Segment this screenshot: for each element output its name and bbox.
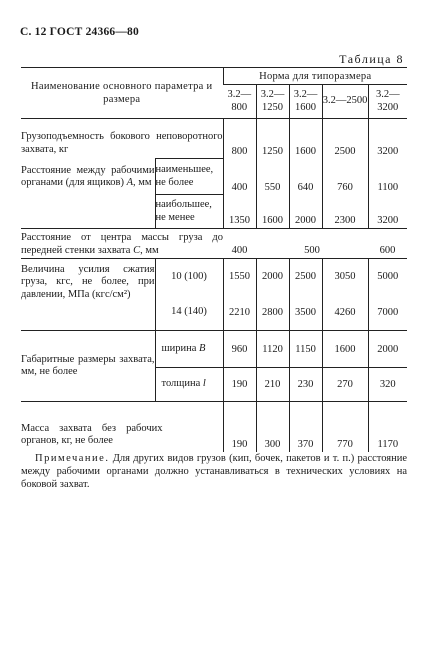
table-cell: 230 xyxy=(289,368,322,402)
table-row-width xyxy=(21,331,407,368)
capacity-name: Грузоподъемность бокового неповоротного захвата, кг xyxy=(21,131,223,155)
table-cell: 3200 xyxy=(368,195,407,229)
table-note xyxy=(21,452,407,491)
table-cell: 270 xyxy=(322,368,368,402)
table-cell: 1250 xyxy=(256,119,289,159)
table-cell: 770 xyxy=(322,402,368,452)
table-cell: 2800 xyxy=(256,295,289,331)
table-cell: 2000 xyxy=(256,259,289,295)
table-cell: 550 xyxy=(256,159,289,195)
table-caption: Таблица 8 xyxy=(339,52,404,66)
table-row-mass-center xyxy=(21,229,407,259)
size-label: 3.2—1250 xyxy=(256,85,289,119)
force-name: Величина усилия сжатия груза, кгс, не более, при давлении, МПа (кгс/см²) xyxy=(21,259,155,331)
table-row-mass xyxy=(21,402,407,452)
distance-max-label: наибольшее, не менее xyxy=(155,195,223,229)
table-cell: 3050 xyxy=(322,259,368,295)
table-cell: 760 xyxy=(322,159,368,195)
note-label: Примечание. xyxy=(35,453,110,464)
table-cell: 1350 xyxy=(223,195,256,229)
size-label: 3.2—800 xyxy=(223,85,256,119)
table-cell: 190 xyxy=(223,368,256,402)
table-cell: 600 xyxy=(368,229,407,259)
table-cell: 2000 xyxy=(289,195,322,229)
table-cell: 500 xyxy=(256,229,368,259)
parameters-table xyxy=(21,67,407,452)
size-label: 3.2—1600 xyxy=(289,85,322,119)
table-cell: 400 xyxy=(223,159,256,195)
table-cell: 2500 xyxy=(322,119,368,159)
table-cell: 1150 xyxy=(289,331,322,368)
size-label: 3.2—3200 xyxy=(368,85,407,119)
table-cell: 400 xyxy=(223,229,256,259)
mass-center-name: Расстояние от центра массы груза до передней стенки захвата С, мм xyxy=(21,229,223,259)
distance-min-label: наименьшее, не более xyxy=(155,159,223,195)
table-cell: 2210 xyxy=(223,295,256,331)
force-pressure-2: 14 (140) xyxy=(155,295,223,331)
table-cell: 960 xyxy=(223,331,256,368)
table-cell: 1600 xyxy=(256,195,289,229)
table-cell: 190 xyxy=(223,402,256,452)
table-cell: 210 xyxy=(256,368,289,402)
page-header: С. 12 ГОСТ 24366—80 xyxy=(20,26,139,38)
norm-header: Норма для типоразмера xyxy=(223,68,407,85)
table-cell: 5000 xyxy=(368,259,407,295)
table-cell: 1120 xyxy=(256,331,289,368)
table-cell: 2000 xyxy=(368,331,407,368)
thickness-label: толщина l xyxy=(155,368,223,402)
table-cell: 4260 xyxy=(322,295,368,331)
table-row-capacity xyxy=(21,119,407,159)
table-cell: 370 xyxy=(289,402,322,452)
table-cell: 1100 xyxy=(368,159,407,195)
width-label: ширина B xyxy=(155,331,223,368)
force-pressure-1: 10 (100) xyxy=(155,259,223,295)
column-name-header: Наименование основного параметра и размера xyxy=(21,68,223,119)
note-text: Для других видов грузов (кип, бочек, пакетов и т. п.) расстояние между рабочими органами должно устанавливаться в технических условиях на боковой захват. xyxy=(21,453,407,491)
dimensions-name: Габаритные размеры захвата, мм, не более xyxy=(21,331,155,402)
table-cell: 800 xyxy=(223,119,256,159)
table-cell: 1600 xyxy=(322,331,368,368)
mass-name: Масса захвата без рабочих органов, кг, не более xyxy=(21,402,223,452)
table-cell: 1550 xyxy=(223,259,256,295)
table-cell: 3500 xyxy=(289,295,322,331)
table-cell: 1600 xyxy=(289,119,322,159)
table-cell: 3200 xyxy=(368,119,407,159)
table-cell: 300 xyxy=(256,402,289,452)
table-cell: 2300 xyxy=(322,195,368,229)
size-label: 3.2—2500 xyxy=(322,85,368,119)
table-row-force-1 xyxy=(21,259,407,295)
table-cell: 7000 xyxy=(368,295,407,331)
table-cell: 1170 xyxy=(368,402,407,452)
table-cell: 320 xyxy=(368,368,407,402)
distance-name: Расстояние между рабочими органами (для ящиков) A, мм xyxy=(21,164,155,188)
table-row-distance-min xyxy=(21,159,407,195)
table-cell: 2500 xyxy=(289,259,322,295)
table-cell: 640 xyxy=(289,159,322,195)
